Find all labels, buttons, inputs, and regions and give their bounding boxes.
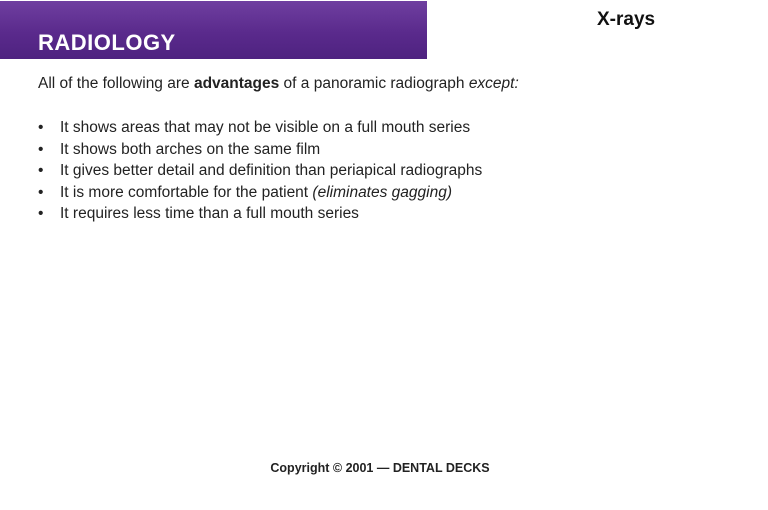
option-text: It shows both arches on the same film <box>60 140 321 158</box>
bullet-icon: • <box>38 205 44 222</box>
option-text: It requires less time than a full mouth series <box>60 205 359 222</box>
option-text: It gives better detail and definition than periapical radiographs <box>60 162 483 179</box>
question-qualifier: except: <box>468 75 519 92</box>
copyright-footer: Copyright © 2001 — DENTAL DECKS <box>270 461 490 475</box>
answer-option <box>38 182 482 204</box>
answer-option <box>38 139 482 161</box>
question-prefix: All of the following are <box>38 75 194 92</box>
bullet-icon: • <box>38 183 44 201</box>
bullet-icon: • <box>38 162 44 179</box>
bullet-icon: • <box>38 140 44 158</box>
topic-title: X-rays <box>597 9 656 30</box>
answer-option <box>38 117 482 139</box>
answer-option <box>38 160 482 182</box>
answer-options <box>38 117 482 225</box>
bullet-icon: • <box>38 119 44 136</box>
question-emphasis: advantages <box>193 75 280 92</box>
category-title: RADIOLOGY <box>38 30 176 55</box>
option-note: (eliminates gagging) <box>312 183 452 201</box>
option-text: It shows areas that may not be visible on a full mouth series <box>60 119 471 136</box>
question-text <box>38 74 519 94</box>
answer-option <box>38 203 482 225</box>
question-middle: of a panoramic radiograph <box>279 75 469 92</box>
category-banner <box>0 1 427 59</box>
option-text: It is more comfortable for the patient <box>60 183 313 201</box>
